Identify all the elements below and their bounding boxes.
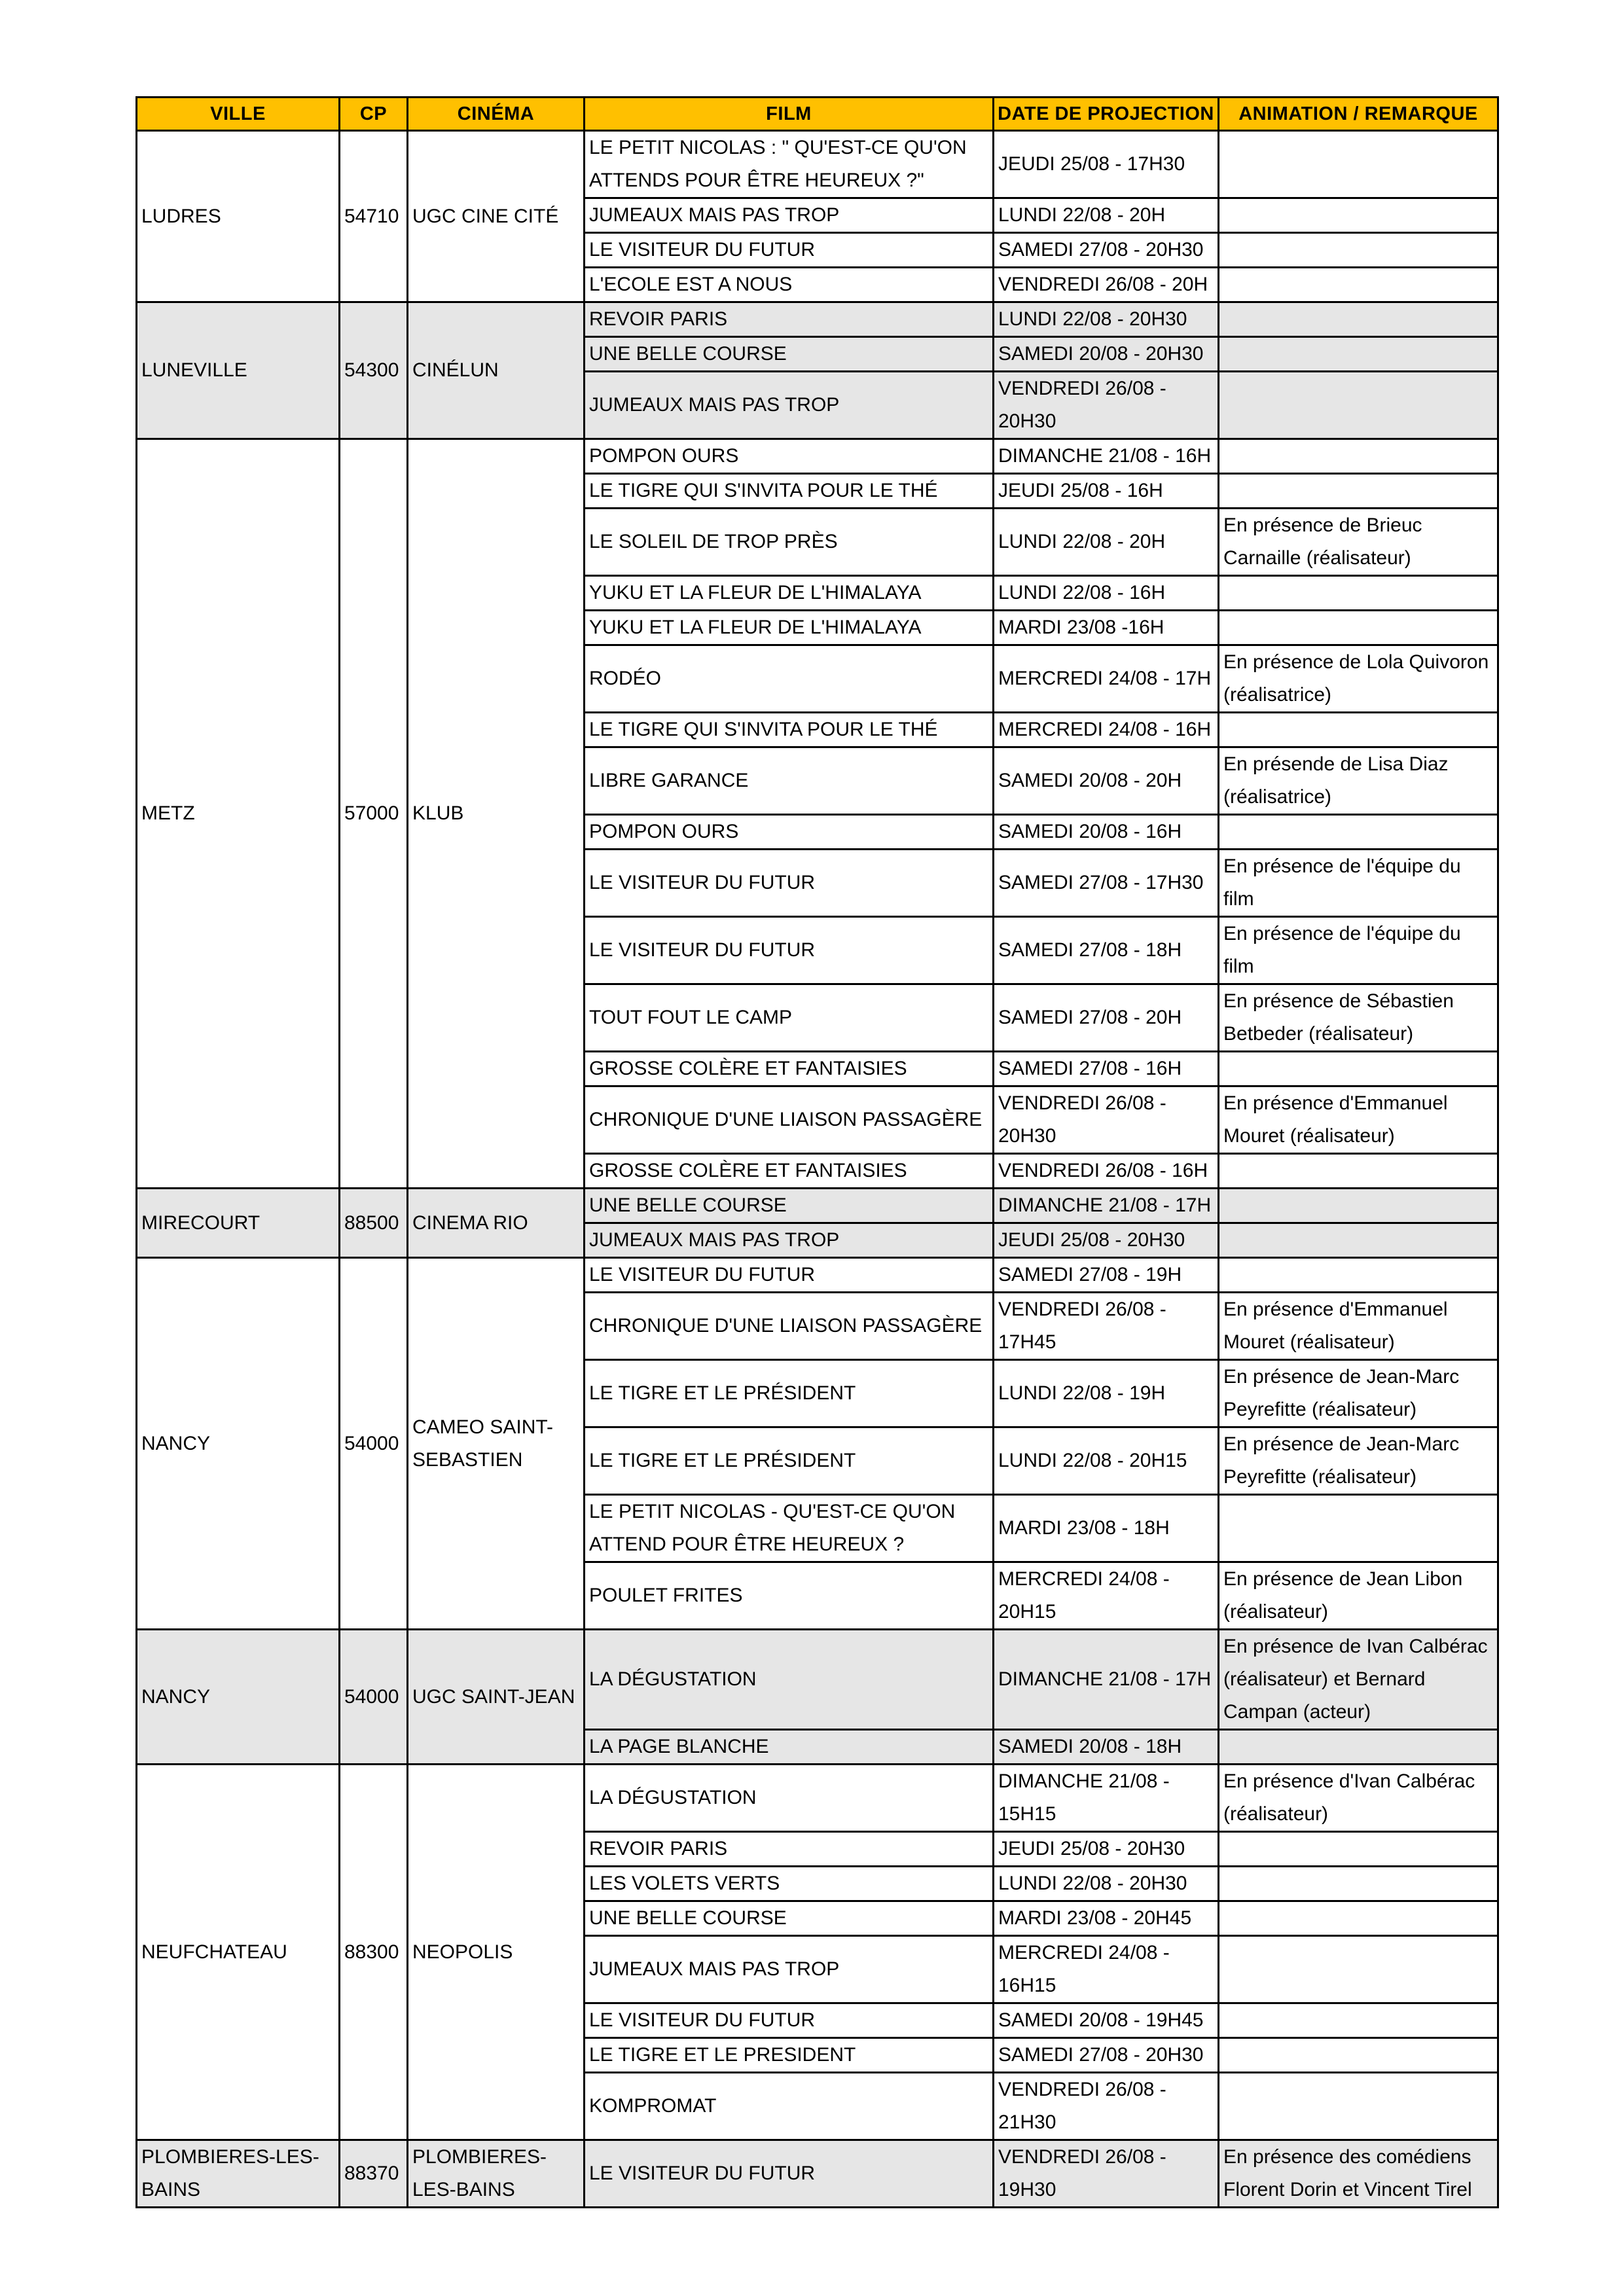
remark-cell: En présence de l'équipe du film: [1219, 917, 1498, 984]
remark-cell: [1219, 1258, 1498, 1293]
table-row: [137, 1189, 1498, 1223]
remark-cell: [1219, 131, 1498, 198]
remark-cell: [1219, 474, 1498, 509]
date-cell: SAMEDI 20/08 - 19H45: [994, 2003, 1219, 2038]
film-cell: LE VISITEUR DU FUTUR: [585, 2003, 994, 2038]
ville-cell: PLOMBIERES-LES-BAINS: [137, 2140, 340, 2208]
remark-cell: [1219, 611, 1498, 645]
film-cell: POMPON OURS: [585, 815, 994, 850]
table-row: [137, 1630, 1498, 1730]
film-cell: REVOIR PARIS: [585, 302, 994, 337]
header-cinema: CINÉMA: [408, 98, 585, 131]
film-cell: LES VOLETS VERTS: [585, 1867, 994, 1901]
remark-cell: [1219, 2073, 1498, 2140]
date-cell: LUNDI 22/08 - 20H30: [994, 1867, 1219, 1901]
screening-schedule: [135, 96, 1497, 2208]
date-cell: LUNDI 22/08 - 19H: [994, 1360, 1219, 1427]
cinema-group: [137, 1189, 1498, 1258]
remark-cell: En présence de Sébastien Betbeder (réalisateur): [1219, 984, 1498, 1052]
remark-cell: [1219, 439, 1498, 474]
cp-cell: 57000: [340, 439, 408, 1189]
date-cell: JEUDI 25/08 - 17H30: [994, 131, 1219, 198]
cinema-cell: PLOMBIERES-LES-BAINS: [408, 2140, 585, 2208]
date-cell: VENDREDI 26/08 - 20H: [994, 268, 1219, 302]
date-cell: SAMEDI 27/08 - 16H: [994, 1052, 1219, 1086]
cp-cell: 54300: [340, 302, 408, 439]
film-cell: LE TIGRE QUI S'INVITA POUR LE THÉ: [585, 474, 994, 509]
date-cell: SAMEDI 27/08 - 17H30: [994, 850, 1219, 917]
cinema-group: [137, 302, 1498, 439]
film-cell: CHRONIQUE D'UNE LIAISON PASSAGÈRE: [585, 1293, 994, 1360]
remark-cell: En présence de l'équipe du film: [1219, 850, 1498, 917]
cp-cell: 88500: [340, 1189, 408, 1258]
cinema-group: [137, 1765, 1498, 2140]
header-ville: VILLE: [137, 98, 340, 131]
remark-cell: [1219, 2038, 1498, 2073]
date-cell: SAMEDI 20/08 - 20H: [994, 747, 1219, 815]
date-cell: LUNDI 22/08 - 20H: [994, 198, 1219, 233]
date-cell: LUNDI 22/08 - 20H15: [994, 1427, 1219, 1495]
remark-cell: [1219, 372, 1498, 439]
table-row: [137, 2140, 1498, 2208]
remark-cell: [1219, 2003, 1498, 2038]
cinema-group: [137, 131, 1498, 302]
date-cell: MERCREDI 24/08 - 16H15: [994, 1936, 1219, 2003]
film-cell: RODÉO: [585, 645, 994, 713]
date-cell: DIMANCHE 21/08 - 17H: [994, 1189, 1219, 1223]
remark-cell: En présence de Ivan Calbérac (réalisateur) et Bernard Campan (acteur): [1219, 1630, 1498, 1730]
table-row: [137, 439, 1498, 474]
date-cell: SAMEDI 27/08 - 18H: [994, 917, 1219, 984]
film-cell: YUKU ET LA FLEUR DE L'HIMALAYA: [585, 611, 994, 645]
film-cell: CHRONIQUE D'UNE LIAISON PASSAGÈRE: [585, 1086, 994, 1154]
table-row: [137, 1765, 1498, 1832]
remark-cell: [1219, 1154, 1498, 1189]
remark-cell: [1219, 815, 1498, 850]
film-cell: UNE BELLE COURSE: [585, 1901, 994, 1936]
film-cell: LE PETIT NICOLAS : " QU'EST-CE QU'ON ATTENDS POUR ÊTRE HEUREUX ?": [585, 131, 994, 198]
table-row: [137, 1258, 1498, 1293]
remark-cell: [1219, 1730, 1498, 1765]
film-cell: LE TIGRE ET LE PRESIDENT: [585, 2038, 994, 2073]
cinema-cell: UGC CINE CITÉ: [408, 131, 585, 302]
remark-cell: [1219, 198, 1498, 233]
date-cell: LUNDI 22/08 - 16H: [994, 576, 1219, 611]
film-cell: LE VISITEUR DU FUTUR: [585, 917, 994, 984]
remark-cell: [1219, 576, 1498, 611]
remark-cell: En présence d'Emmanuel Mouret (réalisateur): [1219, 1293, 1498, 1360]
header-remark: ANIMATION / REMARQUE: [1219, 98, 1498, 131]
ville-cell: NANCY: [137, 1630, 340, 1765]
date-cell: DIMANCHE 21/08 - 16H: [994, 439, 1219, 474]
film-cell: LIBRE GARANCE: [585, 747, 994, 815]
remark-cell: [1219, 1223, 1498, 1258]
cinema-cell: CINEMA RIO: [408, 1189, 585, 1258]
date-cell: MERCREDI 24/08 - 20H15: [994, 1562, 1219, 1630]
table-row: [137, 131, 1498, 198]
header-row: [137, 98, 1498, 131]
film-cell: JUMEAUX MAIS PAS TROP: [585, 1223, 994, 1258]
remark-cell: [1219, 1052, 1498, 1086]
date-cell: SAMEDI 20/08 - 20H30: [994, 337, 1219, 372]
ville-cell: MIRECOURT: [137, 1189, 340, 1258]
film-cell: POULET FRITES: [585, 1562, 994, 1630]
remark-cell: En présence de Lola Quivoron (réalisatrice): [1219, 645, 1498, 713]
date-cell: MARDI 23/08 - 18H: [994, 1495, 1219, 1562]
cinema-cell: CINÉLUN: [408, 302, 585, 439]
film-cell: LE TIGRE ET LE PRÉSIDENT: [585, 1427, 994, 1495]
cinema-cell: CAMEO SAINT-SEBASTIEN: [408, 1258, 585, 1630]
ville-cell: NEUFCHATEAU: [137, 1765, 340, 2140]
remark-cell: [1219, 1495, 1498, 1562]
ville-cell: LUNEVILLE: [137, 302, 340, 439]
remark-cell: En présence des comédiens Florent Dorin et Vincent Tirel: [1219, 2140, 1498, 2208]
cp-cell: 88370: [340, 2140, 408, 2208]
remark-cell: [1219, 268, 1498, 302]
remark-cell: [1219, 1867, 1498, 1901]
remark-cell: [1219, 1901, 1498, 1936]
date-cell: SAMEDI 27/08 - 20H: [994, 984, 1219, 1052]
date-cell: VENDREDI 26/08 - 17H45: [994, 1293, 1219, 1360]
remark-cell: En présence d'Emmanuel Mouret (réalisateur): [1219, 1086, 1498, 1154]
cinema-cell: UGC SAINT-JEAN: [408, 1630, 585, 1765]
cinema-group: [137, 439, 1498, 1189]
film-cell: LE VISITEUR DU FUTUR: [585, 2140, 994, 2208]
header-cp: CP: [340, 98, 408, 131]
cp-cell: 54000: [340, 1258, 408, 1630]
remark-cell: En présence de Jean-Marc Peyrefitte (réalisateur): [1219, 1360, 1498, 1427]
header-date: DATE DE PROJECTION: [994, 98, 1219, 131]
date-cell: SAMEDI 27/08 - 20H30: [994, 233, 1219, 268]
film-cell: LE PETIT NICOLAS - QU'EST-CE QU'ON ATTEND POUR ÊTRE HEUREUX ?: [585, 1495, 994, 1562]
cp-cell: 54000: [340, 1630, 408, 1765]
remark-cell: En présende de Lisa Diaz (réalisatrice): [1219, 747, 1498, 815]
date-cell: MARDI 23/08 -16H: [994, 611, 1219, 645]
date-cell: MERCREDI 24/08 - 17H: [994, 645, 1219, 713]
remark-cell: En présence de Jean-Marc Peyrefitte (réalisateur): [1219, 1427, 1498, 1495]
remark-cell: [1219, 1936, 1498, 2003]
date-cell: VENDREDI 26/08 - 16H: [994, 1154, 1219, 1189]
remark-cell: [1219, 302, 1498, 337]
cinema-cell: NEOPOLIS: [408, 1765, 585, 2140]
date-cell: MERCREDI 24/08 - 16H: [994, 713, 1219, 747]
remark-cell: En présence d'Ivan Calbérac (réalisateur): [1219, 1765, 1498, 1832]
film-cell: LA DÉGUSTATION: [585, 1630, 994, 1730]
film-cell: JUMEAUX MAIS PAS TROP: [585, 1936, 994, 2003]
date-cell: DIMANCHE 21/08 - 17H: [994, 1630, 1219, 1730]
table-row: [137, 302, 1498, 337]
date-cell: VENDREDI 26/08 - 20H30: [994, 1086, 1219, 1154]
ville-cell: LUDRES: [137, 131, 340, 302]
cp-cell: 88300: [340, 1765, 408, 2140]
film-cell: LA PAGE BLANCHE: [585, 1730, 994, 1765]
remark-cell: [1219, 337, 1498, 372]
remark-cell: [1219, 233, 1498, 268]
remark-cell: [1219, 713, 1498, 747]
film-cell: LE VISITEUR DU FUTUR: [585, 1258, 994, 1293]
ville-cell: METZ: [137, 439, 340, 1189]
cinema-group: [137, 1258, 1498, 1630]
film-cell: L'ECOLE EST A NOUS: [585, 268, 994, 302]
remark-cell: En présence de Brieuc Carnaille (réalisateur): [1219, 509, 1498, 576]
film-cell: GROSSE COLÈRE ET FANTAISIES: [585, 1154, 994, 1189]
table-header: [137, 98, 1498, 131]
film-cell: YUKU ET LA FLEUR DE L'HIMALAYA: [585, 576, 994, 611]
date-cell: JEUDI 25/08 - 20H30: [994, 1223, 1219, 1258]
date-cell: VENDREDI 26/08 - 19H30: [994, 2140, 1219, 2208]
film-cell: LE TIGRE QUI S'INVITA POUR LE THÉ: [585, 713, 994, 747]
date-cell: VENDREDI 26/08 - 20H30: [994, 372, 1219, 439]
film-cell: JUMEAUX MAIS PAS TROP: [585, 372, 994, 439]
date-cell: LUNDI 22/08 - 20H30: [994, 302, 1219, 337]
cinema-group: [137, 1630, 1498, 1765]
date-cell: VENDREDI 26/08 - 21H30: [994, 2073, 1219, 2140]
film-cell: JUMEAUX MAIS PAS TROP: [585, 198, 994, 233]
date-cell: SAMEDI 20/08 - 18H: [994, 1730, 1219, 1765]
film-cell: LE VISITEUR DU FUTUR: [585, 233, 994, 268]
date-cell: LUNDI 22/08 - 20H: [994, 509, 1219, 576]
film-cell: LA DÉGUSTATION: [585, 1765, 994, 1832]
date-cell: JEUDI 25/08 - 20H30: [994, 1832, 1219, 1867]
date-cell: DIMANCHE 21/08 - 15H15: [994, 1765, 1219, 1832]
film-cell: UNE BELLE COURSE: [585, 1189, 994, 1223]
remark-cell: En présence de Jean Libon (réalisateur): [1219, 1562, 1498, 1630]
date-cell: SAMEDI 27/08 - 20H30: [994, 2038, 1219, 2073]
date-cell: SAMEDI 20/08 - 16H: [994, 815, 1219, 850]
film-cell: LE TIGRE ET LE PRÉSIDENT: [585, 1360, 994, 1427]
film-cell: KOMPROMAT: [585, 2073, 994, 2140]
film-cell: UNE BELLE COURSE: [585, 337, 994, 372]
film-cell: POMPON OURS: [585, 439, 994, 474]
cinema-group: [137, 2140, 1498, 2208]
film-cell: REVOIR PARIS: [585, 1832, 994, 1867]
cp-cell: 54710: [340, 131, 408, 302]
film-cell: TOUT FOUT LE CAMP: [585, 984, 994, 1052]
date-cell: MARDI 23/08 - 20H45: [994, 1901, 1219, 1936]
film-cell: LE VISITEUR DU FUTUR: [585, 850, 994, 917]
date-cell: JEUDI 25/08 - 16H: [994, 474, 1219, 509]
date-cell: SAMEDI 27/08 - 19H: [994, 1258, 1219, 1293]
schedule-table: [135, 96, 1499, 2208]
film-cell: GROSSE COLÈRE ET FANTAISIES: [585, 1052, 994, 1086]
ville-cell: NANCY: [137, 1258, 340, 1630]
film-cell: LE SOLEIL DE TROP PRÈS: [585, 509, 994, 576]
header-film: FILM: [585, 98, 994, 131]
remark-cell: [1219, 1832, 1498, 1867]
remark-cell: [1219, 1189, 1498, 1223]
cinema-cell: KLUB: [408, 439, 585, 1189]
